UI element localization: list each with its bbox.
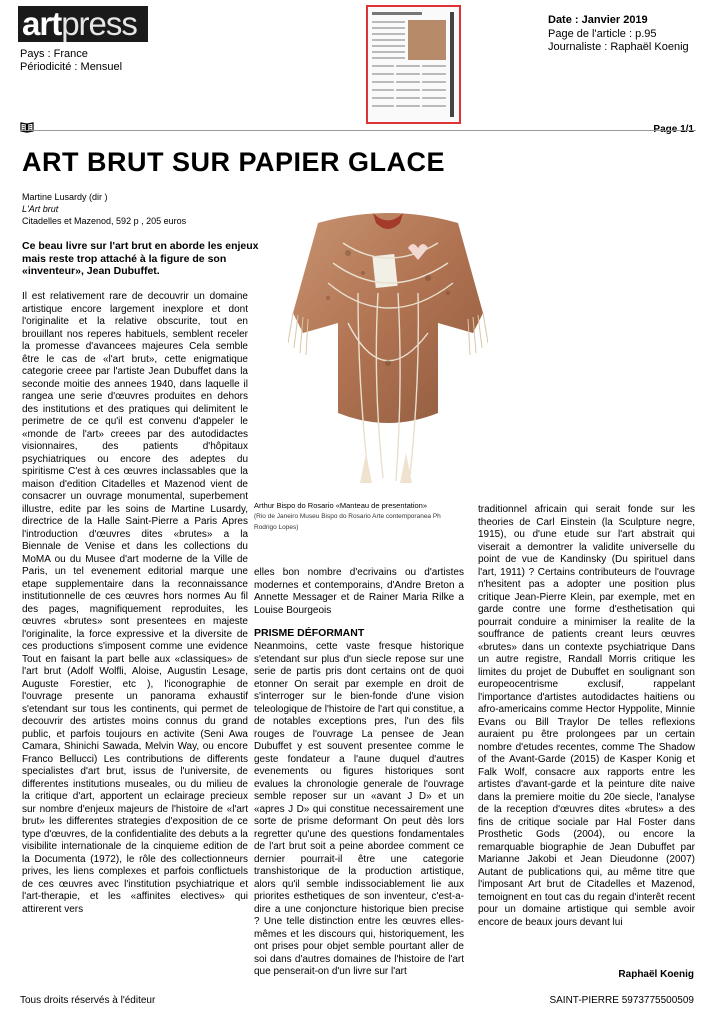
journalist-label: Journaliste : Raphaël Koenig xyxy=(548,41,689,53)
header-divider xyxy=(20,130,696,131)
column-1-text: Il est relativement rare de decouvrir un domaine artistique encore largement inexplore et dont l'originalite et la relative obscurite, tout en brouillant nos reperes habituels, semblent receler la promesse d'avancees majeures Cela semble être le cas de «l'art brut», cette enigmatique categorie creee par l'artiste Jean Dubuffet dans la seconde moitie des annees 1940, dans laquelle il rangea une serie d'œuvres produites en dehors des institutions et des pratiques qui delimitent le perimetre de ce qu'il est convenu d'appeler le «monde de l'art» creees par des autodidactes visionnaires, des patients d'hôpitaux psychiatriques ou encore des adeptes du spiritisme C'est à ces œuvres inclassables que la maison d'edition Citadelles et Mazenod vient de consacrer un ouvrage monumental, superbement illustre, edite par les soins de Martine Lusardy, directrice de la Halle Saint-Pierre a Paris Apres l'introduction d'œuvres dites «brutes» a la Biennale de Venise et dans les collections du MoMA ou du Musee d'art moderne de la Ville de Paris, un tel evenement editorial marque une etape supplementaire dans la reconnaissance institutionnelle de ces œuvres hors normes Au fil des pages, magnifiquement reproduites, les œuvres «brutes» sont presentees en majeste l'originalite, la force expressive et la diversite de ces productions s'imposent comme une evidence Tout en faisant la part belle aux «classiques» de l'art brut (Adolf Wolfli, Aloise, Augustin Lesage, Auguste Forestier, etc ), l'iconographie de l'ouvrage presente un panorama exhaustif s'etendant sur tous les continents, qui permet de decouvrir des artistes moins connus du grand public, et parfois toujours en activite (Seni Awa Camara, Shinichi Sawada, Melvin Way, ou encore Franco Bellucci) Les contributions de differents specialistes d'art brut, issus de l'universite, de differentes institutions museales, ou du milieu de la critique d'art, apportent un eclairage precieux sur nombre d'enjeux majeurs de l'histoire de «l'art brut» les differentes strategies d'exposition de ce type d'œuvres, de la confidentialite des debuts a la visibilite internationale de la cinquieme edition de la Documenta (1972), le rôle des collectionneurs prives, les liens complexes et parfois conflictuels de ces œuvres avec l'institution psychiatrique et l'art-therapie, et les «affinites electives» qui attirerent vers xyxy=(22,291,248,915)
article-title: ART BRUT SUR PAPIER GLACE xyxy=(22,147,446,177)
article-column-2-bottom xyxy=(254,641,464,979)
column-3-text: traditionnel africain qui serait fonde sur les theories de Carl Einstein (la Sculpture negre, 1915), ou d'une etude sur l'art abstrait qui viserait a demontrer la validite universelle du point de vue de Kandinsky (Du spirituel dans l'art, 1911) ? Certains contributeurs de l'ouvrage n'hesitent pas a adopter une position plus critique Jean-Pierre Klein, par exemple, met en garde contre une forme d'esthetisation qui pourrait conduire a minimiser la realite de la souffrance de patients creant leurs œuvres «brutes» dans un contexte psychiatrique Dans un autre registre, Randall Morris critique les limites du projet de Dubuffet en soulignant son europeocentrisme exclusif, rappelant l'importance d'artistes autodidactes haitiens ou afro-americains comme Hector Hyppolite, Minnie Evans ou Bill Traylor De telles reflexions auraient pu être prolongees par un certain nombre d'etudes recentes, comme The Shadow of the Avant-Garde (2015) de Kasper Konig et Falk Wolf, consacre aux rapports entre les artistes d'avant-garde et la peinture dite naive dans la premiere moitie du 20e siecle, l'analyse de la reception d'œuvres dites «brutes» a des fins de critique sociale par Hal Foster dans Prosthetic Gods (2004), ou encore la remarquable biographie de Jean Dubuffet par Marianne Jakobi et Jean Dieudonne (2007) Autant de publications qui, au même titre que l'imposant Art brut de Citadelles et Mazenod, temoignent en tout cas du regain d'interêt recent pour un domaine artistique qui semble avoir encore de beaux jours devant lui xyxy=(478,504,695,928)
article-column-3 xyxy=(478,504,695,929)
footer-code: SAINT-PIERRE 5973775500509 xyxy=(549,995,694,1006)
country-label: Pays : France xyxy=(20,48,88,60)
author-signature: Raphaël Koenig xyxy=(618,969,694,980)
article-column-1 xyxy=(22,291,248,916)
logo-art-text: art xyxy=(22,5,62,42)
author-line: Martine Lusardy (dir ) xyxy=(22,192,108,202)
article-column-2-top xyxy=(254,567,464,617)
mantle-photo xyxy=(288,183,488,489)
book-icon xyxy=(20,122,34,136)
photo-caption xyxy=(254,500,464,533)
date-label: Date : Janvier 2019 xyxy=(548,14,648,26)
page-ref-label: Page de l'article : p.95 xyxy=(548,28,657,40)
caption-main: Arthur Bispo do Rosario «Manteau de presentation» xyxy=(254,501,428,510)
caption-credit: (Rio de Janeiro Museu Bispo do Rosario Arte contemporanea Ph Rodrigo Lopes) xyxy=(254,513,441,531)
article-lead: Ce beau livre sur l'art brut en aborde les enjeux mais reste trop attaché à la figure de son «inventeur», Jean Dubuffet. xyxy=(22,240,259,277)
column-2-top-text: elles bon nombre d'ecrivains ou d'artistes modernes et contemporains, d'Andre Breton a Annette Messager et de Rainer Maria Rilke a Louise Bourgeois xyxy=(254,567,464,616)
article-thumbnail xyxy=(366,5,461,124)
footer-rights: Tous droits réservés à l'éditeur xyxy=(20,995,156,1006)
book-title: L'Art brut xyxy=(22,204,59,214)
logo-press-text: press xyxy=(61,5,137,42)
section-subhead: PRISME DÉFORMANT xyxy=(254,627,365,639)
column-2-bottom-text: Neanmoins, cette vaste fresque historique s'etendant sur plus d'un siecle repose sur une serie de partis pris dont certains ont de quoi etonner On serait par exemple en droit de s'interroger sur le bien-fonde d'une vision teleologique de l'histoire de l'art qui constitue, a de notables exceptions pres, l'un des fils rouges de l'ouvrage La pensee de Jean Dubuffet y est souvent presentee comme le geste fondateur a l'aune duquel d'autres evenements ou figures historiques sont evalues la chronologie generale de l'ouvrage semble reposer sur un «avant J D» et un «apres J D» qui constitue necessairement une sorte de prisme deformant On peut dès lors regretter qu'une des questions fondamentales de l'art brut soit a peine abordee comment ce dernier pourrait-il être une categorie transhistorique de la production artistique, alors qu'il semble indissociablement lie aux priorites esthetiques de son inventeur, c'est-a-dire a une conjoncture historique bien precise ? Une telle distinction entre les œuvres elles-mêmes et les discours qui, historiquement, les ont prises pour objet semble pourtant aller de soi dans d'autres domaines de l'histoire de l'art que penserait-on d'un livre sur l'art xyxy=(254,641,464,977)
artpress-logo xyxy=(18,6,148,42)
periodicity-label: Périodicité : Mensuel xyxy=(20,61,123,73)
publisher-line: Citadelles et Mazenod, 592 p , 205 euros xyxy=(22,216,187,226)
